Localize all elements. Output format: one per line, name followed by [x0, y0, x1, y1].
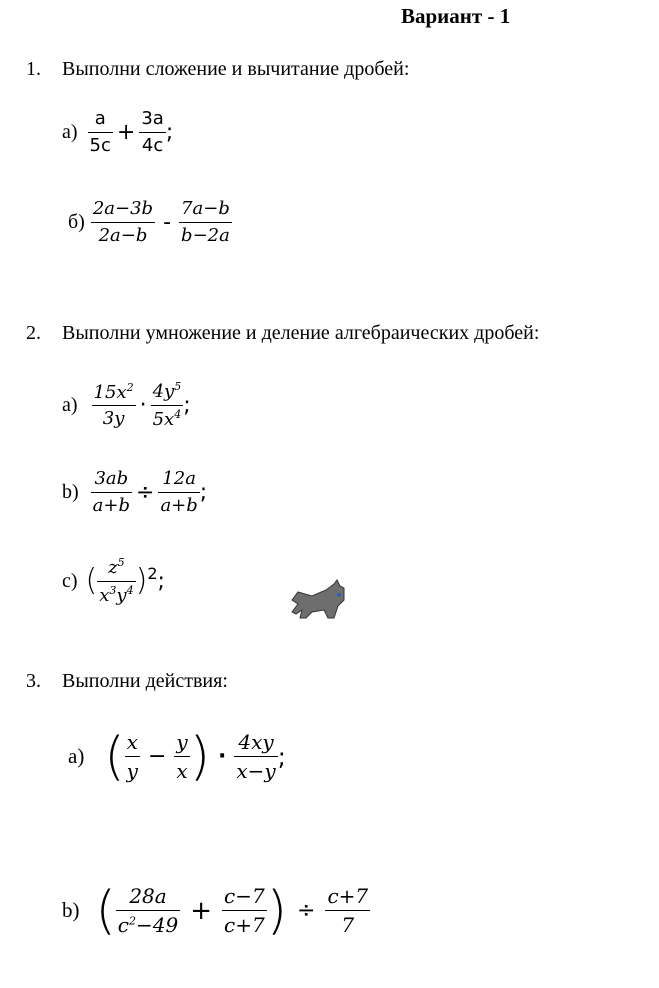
fraction: $\frac{12a}{a+b}$	[160, 468, 198, 516]
fraction: $\frac{a}{5c}$	[89, 108, 111, 156]
outer-exponent: 2	[147, 564, 158, 583]
fraction: $\frac{2a-3b}{2a-b}$	[92, 198, 154, 246]
fraction: $\frac{x}{y}$	[126, 730, 138, 783]
task-2-heading	[26, 322, 539, 345]
close-paren: )	[266, 880, 287, 941]
fraction: $\frac{3ab}{a+b}$	[92, 468, 131, 516]
divide-operator: ÷	[136, 479, 155, 505]
task-3a	[68, 726, 286, 787]
close-paren: )	[189, 726, 210, 787]
cat-icon	[290, 578, 348, 622]
task-2a-label: а)	[62, 393, 78, 416]
plus-operator: +	[116, 119, 136, 145]
task-1a-label: а)	[62, 120, 78, 143]
fraction: $\frac{4y^5}{5x^4}$	[152, 380, 182, 430]
semicolon: ;	[157, 568, 165, 594]
page-title: Вариант - 1	[401, 4, 511, 28]
fraction: $\frac{c-7}{c+7}$	[224, 884, 265, 937]
fraction: $\frac{15x^2}{3y}$	[93, 380, 134, 430]
semicolon: ;	[277, 742, 286, 771]
divide-operator: ÷	[297, 898, 316, 923]
multiply-operator: ·	[217, 744, 227, 769]
task-1-number: 1.	[26, 58, 41, 80]
task-1b-label: б)	[68, 210, 85, 233]
task-1-text: Выполни сложение и вычитание дробей:	[62, 58, 410, 80]
task-2a	[62, 380, 191, 430]
semicolon: ;	[199, 479, 208, 505]
task-3b	[62, 880, 370, 941]
semicolon: ;	[183, 392, 191, 418]
open-paren: (	[85, 563, 98, 599]
open-paren: (	[104, 726, 125, 787]
plus-operator: +	[190, 895, 213, 926]
task-3b-label: b)	[62, 898, 80, 922]
task-1b	[68, 198, 232, 246]
cat-body	[292, 580, 344, 618]
task-2-number: 2.	[26, 322, 41, 344]
task-2c-label: c)	[62, 569, 78, 592]
minus-operator: −	[147, 744, 167, 769]
task-1-heading	[26, 58, 409, 81]
task-3-heading	[26, 670, 228, 693]
task-2b-label: b)	[62, 480, 79, 503]
task-3-number: 3.	[26, 670, 41, 692]
fraction: $\frac{3a}{4c}$	[141, 108, 164, 156]
semicolon: ;	[165, 119, 174, 145]
fraction: $\frac{c+7}{7}$	[327, 884, 369, 937]
task-3-text: Выполни действия:	[62, 670, 228, 692]
task-2c	[62, 556, 165, 606]
minus-operator: -	[163, 209, 172, 235]
multiply-operator: ·	[139, 392, 147, 418]
fraction: $\frac{4xy}{x-y}$	[236, 730, 276, 783]
fraction: $\frac{7a-b}{b-2a}$	[181, 198, 230, 246]
task-2b	[62, 468, 207, 516]
fraction: $\frac{y}{x}$	[176, 730, 188, 783]
task-1a	[62, 108, 173, 156]
fraction: $\frac{28a}{c^2-49}$	[117, 884, 179, 937]
fraction: $\frac{z^5}{x^3y^4}$	[99, 556, 134, 606]
task-2-text: Выполни умножение и деление алгебраических дробей:	[62, 322, 540, 344]
close-paren: )	[135, 563, 148, 599]
open-paren: (	[95, 880, 116, 941]
task-3a-label: a)	[68, 744, 85, 768]
